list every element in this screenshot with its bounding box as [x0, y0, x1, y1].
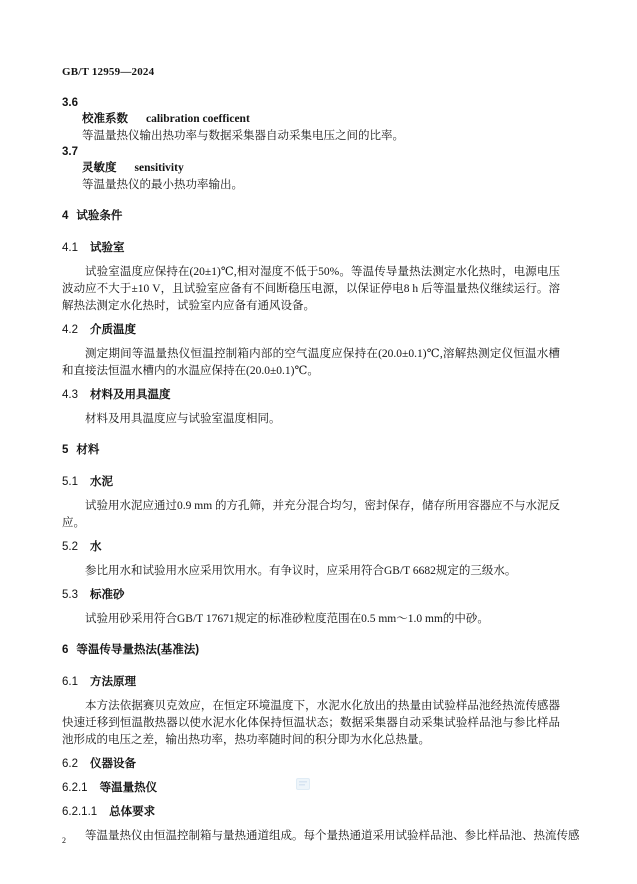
clause-title: 试验条件 [76, 210, 123, 222]
clause-text: 试验用砂采用符合GB/T 17671规定的标准砂粒度范围在0.5 mm～1.0 mm的中砂。 [85, 613, 489, 625]
page-number: 2 [62, 836, 66, 845]
clause-heading [62, 208, 560, 225]
term-entry [62, 160, 560, 177]
clause-number: 4 [62, 210, 69, 222]
subclause-heading [62, 674, 560, 691]
clause-number: 6 [62, 644, 69, 656]
clause-text: 等温量热仪由恒温控制箱与量热通道组成。每个量热通道采用试验样品池、参比样品池、热流传感 [85, 830, 580, 842]
clause-text: 试验用水泥应通过0.9 mm 的方孔筛，并充分混合均匀，密封保存，储存所用容器应不与水泥反应。 [62, 500, 561, 529]
subclause-heading [62, 474, 560, 491]
clause-text: 测定期间等温量热仪恒温控制箱内部的空气温度应保持在(20.0±0.1)℃,溶解热测定仪恒温水槽和直接法恒温水槽内的水温应保持在(20.0±0.1)℃。 [62, 348, 560, 377]
subclause-heading [62, 804, 560, 821]
term-english: calibration coefficent [146, 113, 250, 125]
subclause-number: 4.2 [62, 324, 78, 336]
clause-title: 材料 [76, 444, 100, 456]
term-number: 3.7 [62, 146, 78, 158]
subclause-title: 材料及用具温度 [90, 389, 171, 401]
clause-heading [62, 642, 560, 659]
term-entry [62, 111, 560, 128]
subclause-number: 6.2.1.1 [62, 806, 98, 818]
watermark-icon [296, 777, 310, 789]
subclause-heading [62, 240, 560, 257]
subclause-number: 5.2 [62, 541, 78, 553]
clause-title: 等温传导量热法(基准法) [76, 644, 200, 656]
standard-code-header: GB/T 12959—2024 [62, 66, 155, 78]
subclause-title: 试验室 [90, 242, 125, 254]
clause-text: 本方法依据赛贝克效应，在恒定环境温度下，水泥水化放出的热量由试验样品池经热流传感器快速迁移到恒温散热器以使水泥水化体保持恒温状态；数据采集器自动采集试验样品池与参比样品池形成的电压之差，输出热功率，热功率随时间的积分即为水化总热量。 [62, 700, 560, 746]
subclause-heading [62, 587, 560, 604]
subclause-title: 介质温度 [90, 324, 136, 336]
subclause-heading [62, 322, 560, 339]
clause-text: 材料及用具温度应与试验室温度相同。 [85, 413, 281, 425]
subclause-title: 水 [90, 541, 102, 553]
subclause-heading [62, 387, 560, 404]
clause-number: 5 [62, 444, 69, 456]
subclause-title: 水泥 [90, 476, 113, 488]
subclause-title: 等温量热仪 [99, 782, 158, 794]
subclause-number: 4.1 [62, 242, 78, 254]
term-number: 3.6 [62, 97, 78, 109]
subclause-number: 4.3 [62, 389, 78, 401]
subclause-title: 方法原理 [90, 676, 136, 688]
subclause-title: 仪器设备 [90, 758, 136, 770]
subclause-heading [62, 780, 560, 797]
clause-heading [62, 442, 560, 459]
clause-text: 试验室温度应保持在(20±1)℃,相对湿度不低于50%。等温传导量热法测定水化热时，电源电压波动应不大于±10 V，且试验室应备有不间断稳压电源，以保证停电8 h 后等温量热仪继续运行。溶解热法测定水化热时，试验室内应备有通风设备。 [62, 266, 560, 312]
subclause-number: 6.2 [62, 758, 78, 770]
subclause-number: 5.3 [62, 589, 78, 601]
clause-text: 参比用水和试验用水应采用饮用水。有争议时，应采用符合GB/T 6682规定的三级水。 [85, 565, 517, 577]
term-definition: 等温量热仪输出热功率与数据采集器自动采集电压之间的比率。 [82, 130, 404, 142]
subclause-heading [62, 539, 560, 556]
subclause-title: 标准砂 [90, 589, 125, 601]
term-chinese: 校准系数 [82, 113, 128, 125]
term-chinese: 灵敏度 [82, 162, 117, 174]
term-definition: 等温量热仪的最小热功率输出。 [82, 179, 243, 191]
subclause-number: 6.1 [62, 676, 78, 688]
page-content [62, 64, 580, 845]
term-english: sensitivity [134, 162, 184, 174]
subclause-title: 总体要求 [109, 806, 156, 818]
subclause-heading [62, 756, 560, 773]
subclause-number: 6.2.1 [62, 782, 88, 794]
subclause-number: 5.1 [62, 476, 78, 488]
